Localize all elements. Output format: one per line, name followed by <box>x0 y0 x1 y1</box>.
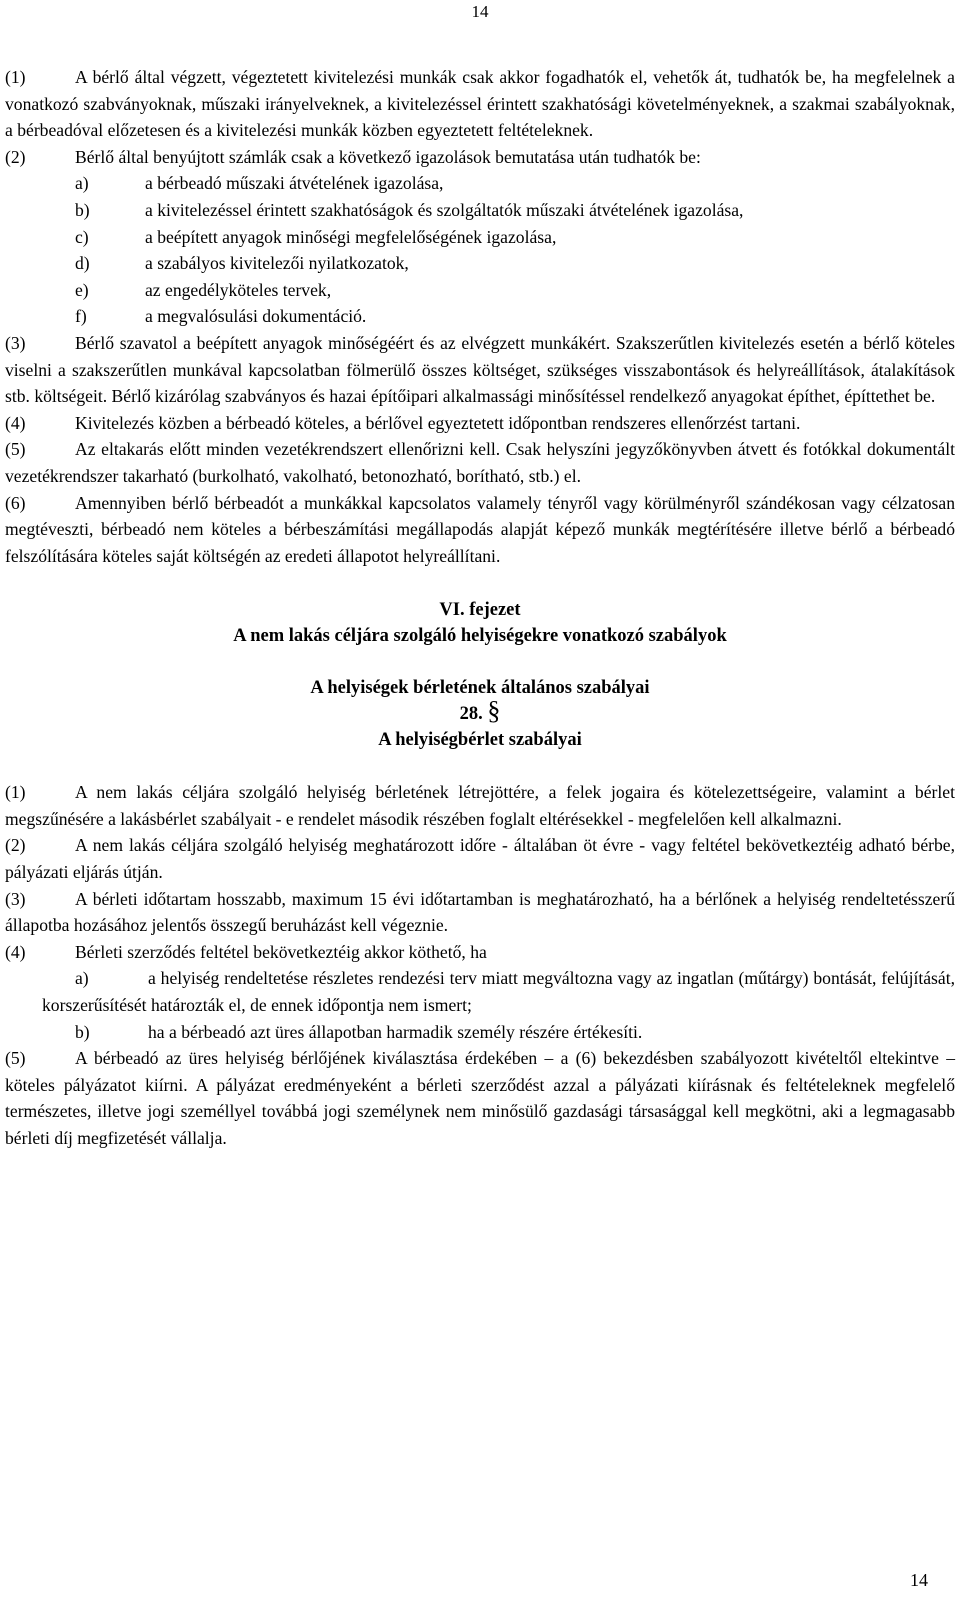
paragraph-number: (4) <box>5 941 26 962</box>
section-title: A helyiségbérlet szabályai <box>378 730 582 751</box>
list-item-text: az engedélyköteles tervek, <box>145 279 332 300</box>
paragraph-number: (6) <box>5 492 26 513</box>
paragraph-text: A nem lakás céljára szolgáló helyiség bérletének létrejöttére, a felek jogaira és kötelezettségeire, valamint a bérlet megszűnésére a lakásbérlet szabályait - e rendelet második részében foglalt eltérésekkel - megfelelően kell alkalmazni. <box>5 782 955 829</box>
list-item-f <box>5 303 955 330</box>
paragraph-text: Az eltakarás előtt minden vezetékrendszert ellenőrizni kell. Csak helyszíni jegyzőkönyvben átvett és fotókkal dokumentált vezetékrendszer takarható (burkolható, vakolható, betonozható, borítható, stb.) el. <box>5 439 955 486</box>
list-item-label: c) <box>75 226 89 247</box>
list-item-text: a beépített anyagok minőségi megfelelőségének igazolása, <box>145 226 557 247</box>
paragraph-text: A bérbeadó az üres helyiség bérlőjének kiválasztása érdekében – a (6) bekezdésben szabályozott kivételtől eltekintve – köteles pályázatot kiírni. A pályázat eredményeként a bérleti szerződést azzal a pályázati kiírásnak és feltételeknek megfelelő természetes, illetve jogi személlyel továbbá jogi személynek nem minősülő gazdasági társasággal kell megkötni, aki a legmagasabb bérleti díj megfizetését vállalja. <box>5 1048 955 1148</box>
section-number: 28. <box>459 704 483 725</box>
subtitle-heading: A helyiségek bérletének általános szabályai <box>310 678 650 699</box>
list-item-label: b) <box>75 1021 90 1042</box>
paragraph-text: A bérleti időtartam hosszabb, maximum 15 évi időtartamban is meghatározható, ha a bérlőnek a helyiség rendeltetésszerű állapotba hozásához jelentős összegű beruházást kell végeznie. <box>5 888 955 936</box>
paragraph-number: (2) <box>5 835 26 856</box>
paragraph-number: (5) <box>5 1048 26 1069</box>
section-symbol: § <box>487 696 501 726</box>
paragraph-number: (1) <box>5 782 26 803</box>
paragraph-b3 <box>5 886 955 939</box>
list-item-b4a <box>5 965 955 1018</box>
list-item-label: b) <box>75 199 90 220</box>
spacer <box>5 569 955 597</box>
paragraph-b4 <box>5 939 955 966</box>
paragraph-text: Bérleti szerződés feltétel bekövetkeztéig akkor köthető, ha <box>75 941 487 962</box>
list-item-a <box>5 170 955 197</box>
page-number-top: 14 <box>471 2 489 21</box>
paragraph-text: Kivitelezés közben a bérbeadó köteles, a bérlővel egyeztetett időpontban rendszeres ellenőrzést tartani. <box>75 412 801 433</box>
list-item-label: e) <box>75 279 89 300</box>
paragraph-a2 <box>5 144 955 171</box>
paragraph-number: (5) <box>5 439 26 460</box>
list-item-b4b <box>5 1019 955 1046</box>
paragraph-a4 <box>5 410 955 437</box>
paragraph-text: A nem lakás céljára szolgáló helyiség meghatározott időre - általában öt évre - vagy feltétel bekövetkeztéig adható bérbe, pályázati eljárás útján. <box>5 835 955 883</box>
paragraph-b5 <box>5 1045 955 1151</box>
list-item-text: a kivitelezéssel érintett szakhatóságok és szolgáltatók műszaki átvételének igazolása, <box>145 199 744 220</box>
chapter-heading: VI. fejezet <box>439 600 521 621</box>
paragraph-a6 <box>5 490 955 570</box>
paragraph-a1 <box>5 64 955 144</box>
chapter-title: A nem lakás céljára szolgáló helyiségekre vonatkozó szabályok <box>233 626 727 647</box>
list-item-c <box>5 224 955 251</box>
spacer <box>5 649 955 675</box>
list-item-label: d) <box>75 253 90 274</box>
page-number-bottom: 14 <box>910 1570 928 1590</box>
page-content <box>5 64 955 1152</box>
paragraph-number: (2) <box>5 146 26 167</box>
list-item-label: f) <box>75 306 87 327</box>
section-number-heading <box>5 696 955 727</box>
paragraph-b1 <box>5 779 955 832</box>
list-item-label: a) <box>75 173 89 194</box>
paragraph-number: (1) <box>5 67 26 87</box>
list-item-text: a bérbeadó műszaki átvételének igazolása, <box>145 173 444 194</box>
paragraph-text: Bérlő által benyújtott számlák csak a következő igazolások bemutatása után tudhatók be: <box>75 146 701 167</box>
list-item-b <box>5 197 955 224</box>
paragraph-number: (4) <box>5 412 26 433</box>
paragraph-text: Amennyiben bérlő bérbeadót a munkákkal kapcsolatos valamely tényről vagy körülményről szándékosan vagy célzatosan megtéveszti, bérbeadó nem köteles a bérbeszámítási megállapodás alapját képező munkák megtérítésére illetve bérlő a bérbeadó felszólítására köteles saját költségén az eredeti állapotot helyreállítani. <box>5 492 955 566</box>
list-item-text: ha a bérbeadó azt üres állapotban harmadik személy részére értékesíti. <box>148 1021 643 1042</box>
list-item-text: a helyiség rendeltetése részletes rendezési terv miatt megváltozna vagy az ingatlan (műtárgy) bontását, felújítását, korszerűsítését határozták el, de ennek időpontja nem ismert; <box>42 968 955 1016</box>
paragraph-number: (3) <box>5 332 26 353</box>
list-item-text: a szabályos kivitelezői nyilatkozatok, <box>145 253 409 274</box>
paragraph-number: (3) <box>5 888 26 909</box>
paragraph-a3 <box>5 330 955 410</box>
list-item-d <box>5 250 955 277</box>
spacer <box>5 753 955 779</box>
list-item-e <box>5 277 955 304</box>
paragraph-text: Bérlő szavatol a beépített anyagok minőségéért és az elvégzett munkákért. Szakszerűtlen kivitelezés esetén a bérlő köteles viselni a szakszerűtlen munkával kapcsolatban fölmerülő összes költséget, szükséges visszabontások és helyreállítások, átalakítások stb. költségeit. Bérlő kizárólag szabványos és hazai építőipari alkalmassági minősítéssel rendelkező anyagokat építhet, építtethet be. <box>5 332 955 407</box>
paragraph-a5 <box>5 436 955 489</box>
list-item-text: a megvalósulási dokumentáció. <box>145 306 367 327</box>
paragraph-b2 <box>5 832 955 885</box>
list-item-label: a) <box>75 968 89 989</box>
paragraph-text: A bérlő által végzett, végeztetett kivitelezési munkák csak akkor fogadhatók el, vehetők át, tudhatók be, ha megfelelnek a vonatkozó szabványoknak, műszaki irányelveknek, a kivitelezéssel érintett szakhatósági követelményeknek, a szakmai szabályoknak, a bérbeadóval előzetesen és a kivitelezési munkák közben egyeztetett feltételeknek. <box>5 67 955 141</box>
